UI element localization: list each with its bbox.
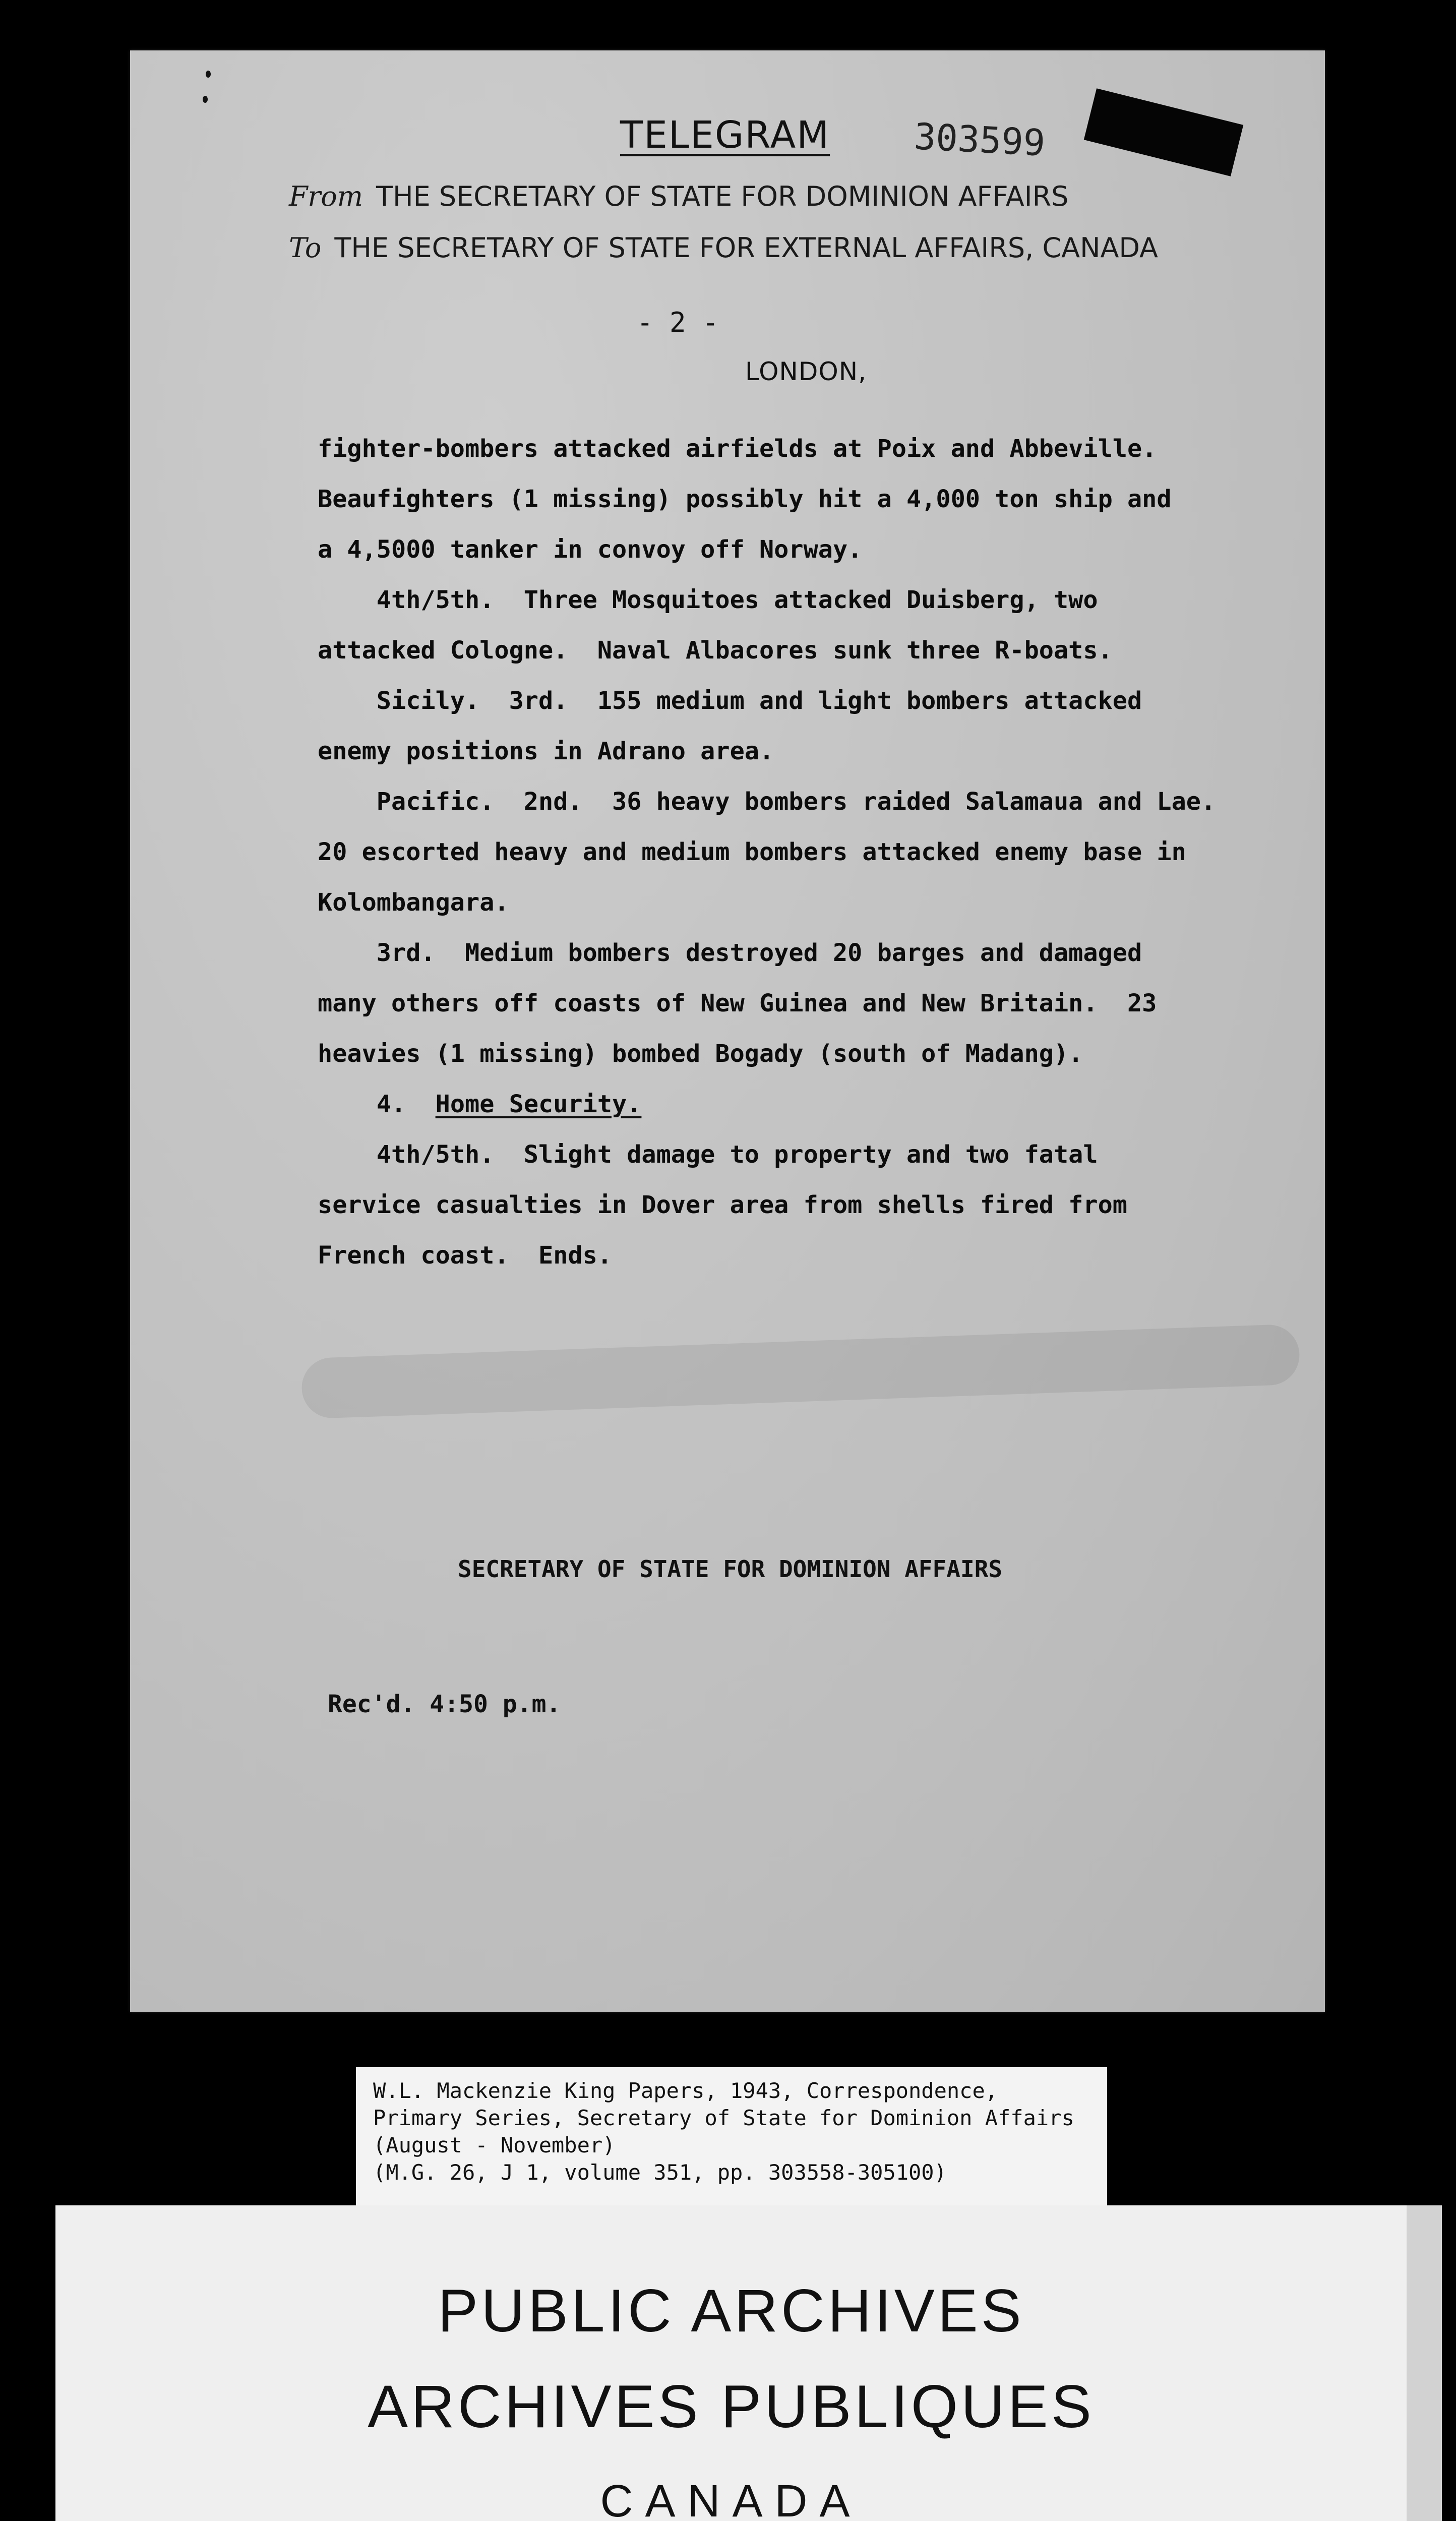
section-heading-line [318, 1079, 1265, 1129]
punch-hole-mark [203, 96, 208, 103]
citation-label [356, 2067, 1107, 2208]
body-line: 4th/5th. Slight damage to property and two fatal [318, 1141, 1098, 1169]
body-line: heavies (1 missing) bombed Bogady (south of Madang). [318, 1040, 1083, 1068]
citation-line: W.L. Mackenzie King Papers, 1943, Correspondence, [373, 2078, 998, 2103]
telegram-body [318, 424, 1265, 1281]
origin-city: LONDON, [745, 357, 867, 386]
body-line: Kolombangara. [318, 888, 509, 917]
to-text: THE SECRETARY OF STATE FOR EXTERNAL AFFAIRS, CANADA [334, 232, 1159, 264]
signature: SECRETARY OF STATE FOR DOMINION AFFAIRS [458, 1555, 1003, 1583]
body-line: French coast. Ends. [318, 1241, 612, 1270]
archives-line-country: CANADA [600, 2476, 862, 2521]
archives-line-english: PUBLIC ARCHIVES [438, 2277, 1024, 2345]
page-number: - 2 - [637, 307, 719, 338]
redaction-stamp [1084, 88, 1243, 176]
citation-line: (August - November) [373, 2133, 616, 2157]
body-line: service casualties in Dover area from shells fired from [318, 1191, 1127, 1219]
to-label: To [289, 232, 322, 264]
body-line: Beaufighters (1 missing) possibly hit a 4,000 ton ship and [318, 485, 1172, 513]
from-label: From [289, 181, 363, 212]
archives-card [55, 2205, 1442, 2521]
body-line: Sicily. 3rd. 155 medium and light bombers attacked [318, 687, 1142, 715]
body-line: 3rd. Medium bombers destroyed 20 barges and damaged [318, 939, 1142, 967]
section-heading: Home Security. [435, 1090, 642, 1118]
telegram-title: TELEGRAM [620, 113, 830, 157]
from-text: THE SECRETARY OF STATE FOR DOMINION AFFAIRS [376, 181, 1069, 212]
from-line [289, 181, 1068, 212]
body-line: fighter-bombers attacked airfields at Poix and Abbeville. [318, 435, 1157, 463]
body-line: attacked Cologne. Naval Albacores sunk three R-boats. [318, 636, 1113, 665]
to-line [289, 232, 1158, 264]
section-number: 4. [376, 1090, 406, 1118]
body-line: many others off coasts of New Guinea and New Britain. 23 [318, 989, 1157, 1017]
body-line: 4th/5th. Three Mosquitoes attacked Duisberg, two [318, 586, 1098, 614]
received-time: Rec'd. 4:50 p.m. [328, 1690, 561, 1718]
telegram-page [130, 50, 1325, 2012]
body-line: 20 escorted heavy and medium bombers attacked enemy base in [318, 838, 1186, 866]
body-line: Pacific. 2nd. 36 heavy bombers raided Salamaua and Lae. [318, 788, 1216, 816]
citation-line: (M.G. 26, J 1, volume 351, pp. 303558-305100) [373, 2160, 947, 2185]
punch-hole-mark [206, 71, 211, 78]
reference-number: 303599 [913, 115, 1047, 164]
citation-line: Primary Series, Secretary of State for Dominion Affairs [373, 2106, 1074, 2130]
faint-received-stamp [301, 1324, 1301, 1419]
body-line: enemy positions in Adrano area. [318, 737, 774, 765]
archives-line-french: ARCHIVES PUBLIQUES [368, 2373, 1095, 2440]
body-line: a 4,5000 tanker in convoy off Norway. [318, 535, 863, 564]
